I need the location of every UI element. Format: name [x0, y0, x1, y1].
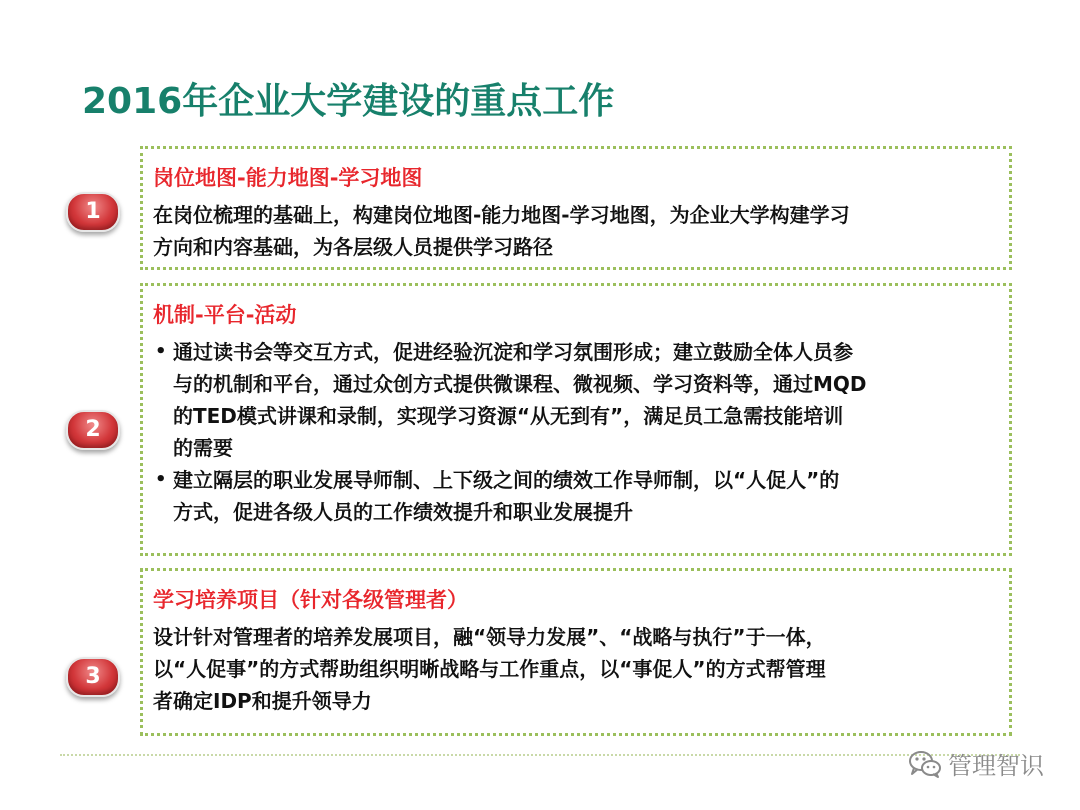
body-line: 通过读书会等交互方式，促进经验沉淀和学习氛围形成；建立鼓励全体人员参 [173, 340, 853, 364]
watermark [908, 746, 1044, 781]
item-body-1 [153, 199, 1003, 263]
item-heading-1: 岗位地图-能力地图-学习地图 [153, 166, 423, 190]
body-line: 在岗位梳理的基础上，构建岗位地图-能力地图-学习地图，为企业大学构建学习 [153, 203, 850, 227]
body-line: 方向和内容基础，为各层级人员提供学习路径 [153, 235, 553, 259]
slide-title: 2016年企业大学建设的重点工作 [82, 81, 615, 122]
item-box-1 [140, 146, 1012, 270]
item-number-badge-3: 3 [66, 657, 120, 697]
bullet-item-1 [153, 336, 1005, 464]
body-line: 建立隔层的职业发展导师制、上下级之间的绩效工作导师制，以“人促人”的 [173, 468, 840, 492]
body-line: 者确定IDP和提升领导力 [153, 689, 372, 713]
body-line: 的TED模式讲课和录制，实现学习资源“从无到有”，满足员工急需技能培训 [173, 404, 844, 428]
item-heading-3: 学习培养项目（针对各级管理者） [153, 588, 468, 612]
item-heading-2: 机制-平台-活动 [153, 303, 297, 327]
body-line: 与的机制和平台，通过众创方式提供微课程、微视频、学习资料等，通过MQD [173, 372, 867, 396]
body-line: 设计针对管理者的培养发展项目，融“领导力发展”、“战略与执行”于一体， [153, 625, 826, 649]
body-line: 方式，促进各级人员的工作绩效提升和职业发展提升 [173, 500, 633, 524]
item-box-3 [140, 568, 1012, 736]
item-number-badge-1: 1 [66, 192, 120, 232]
bullet-marker: • [155, 469, 167, 490]
bottom-divider [60, 754, 1020, 756]
watermark-text: 管理智识 [948, 752, 1044, 780]
bullet-item-2 [153, 464, 1005, 528]
item-box-2 [140, 283, 1012, 556]
body-line: 的需要 [173, 436, 233, 460]
item-body-3 [153, 621, 1003, 717]
wechat-icon [908, 749, 942, 779]
bullet-list [153, 336, 1005, 528]
bullet-marker: • [155, 341, 167, 362]
body-line: 以“人促事”的方式帮助组织明晰战略与工作重点，以“事促人”的方式帮管理 [153, 657, 826, 681]
item-number-badge-2: 2 [66, 410, 120, 450]
